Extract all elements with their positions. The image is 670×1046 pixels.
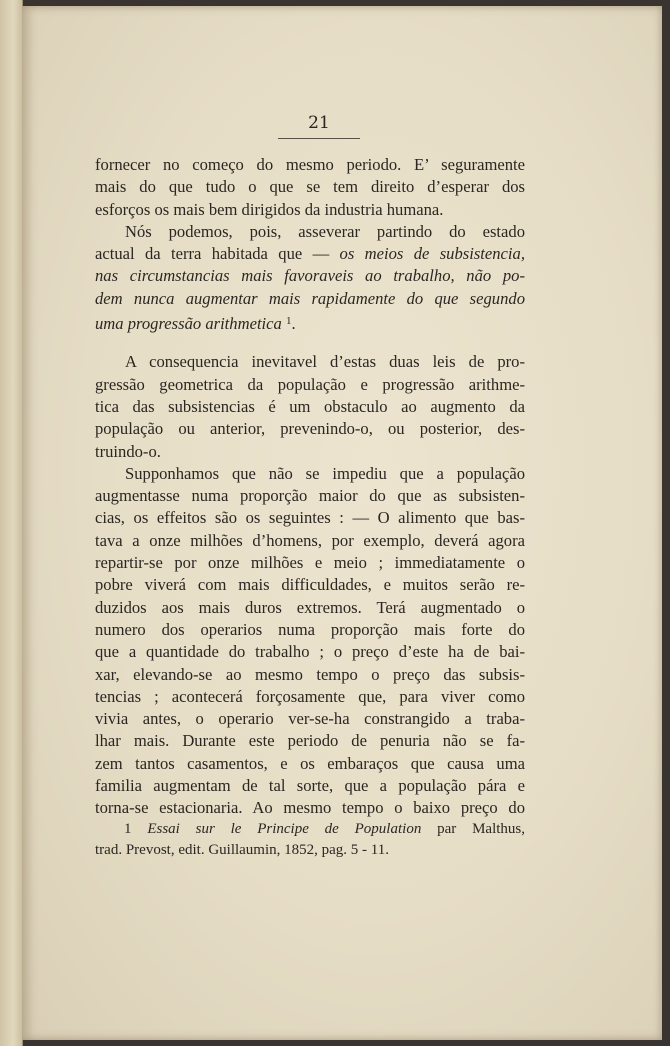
page-number-rule xyxy=(278,138,360,139)
page xyxy=(22,6,662,1040)
text-line: xar, elevando-se ao mesmo tempo o preço das subsis- xyxy=(95,664,525,684)
text-line: que a quantidade do trabalho ; o preço d’este ha de bai- xyxy=(95,642,525,662)
text-line xyxy=(95,265,525,287)
paragraph-gap xyxy=(95,332,525,351)
footnote-marker: 1 xyxy=(124,821,132,837)
text-line: numero dos operarios numa proporção mais forte do xyxy=(95,619,525,639)
italic-text: os meios de subsistencia, xyxy=(339,244,525,264)
text-line: familia augmentam de tal sorte, que a população pára e xyxy=(95,776,525,796)
text-line: tava a onze milhões d’homens, por exemplo, deverá agora xyxy=(95,530,525,550)
facing-page-edge xyxy=(0,0,23,1046)
text-line: torna-se estacionaria. Ao mesmo tempo o baixo preço do xyxy=(95,798,525,818)
text-line: pobre viverá com mais difficuldades, e muitos serão re- xyxy=(95,575,525,595)
text-line: A consequencia inevitavel d’estas duas leis de pro- xyxy=(125,352,525,372)
text-line xyxy=(95,288,525,310)
page-number: 21 xyxy=(308,113,330,133)
text-line: augmentasse numa proporção maior do que as subsisten- xyxy=(95,486,525,506)
paragraph xyxy=(95,154,525,221)
text-line: mais do que tudo o que se tem direito d’esperar dos xyxy=(95,177,525,197)
text-line: tica das subsistencias é um obstaculo ao augmento da xyxy=(95,396,525,416)
footnote-title: Essai sur le Principe de Population xyxy=(147,821,422,837)
text-line: cias, os effeitos são os seguintes : — O alimento que bas- xyxy=(95,508,525,528)
footnote xyxy=(95,819,525,861)
text-line: tencias ; acontecerá forçosamente que, para viver como xyxy=(95,686,525,706)
italic-text: uma progressão arithmetica xyxy=(95,314,282,334)
text-line: vivia antes, o operario ver-se-ha constrangido a traba- xyxy=(95,709,525,729)
body-text xyxy=(95,154,525,820)
text-line: zem tantos casamentos, e os embaraços que causa uma xyxy=(95,753,525,773)
text-line: Nós podemos, pois, asseverar partindo do estado xyxy=(125,221,525,241)
text-line: gressão geometrica da população e progressão arithme- xyxy=(95,374,525,394)
italic-text: nas circumstancias mais favoraveis ao trabalho, não po- xyxy=(95,266,525,286)
text-line: duzidos aos mais duros extremos. Terá augmentado o xyxy=(95,597,525,617)
text-line: truindo-o. xyxy=(95,441,161,461)
footnote-reference: 1 xyxy=(285,315,292,328)
footnote-line: trad. Prevost, edit. Guillaumin, 1852, pag. 5 - 11. xyxy=(95,842,389,858)
text-line: uma progressão arithmetica $^1$. xyxy=(95,314,296,334)
paragraph xyxy=(95,463,525,820)
text-line: actual da terra habitada que — os meios de subsistencia, xyxy=(95,244,525,264)
text-line: fornecer no começo do mesmo periodo. E’ seguramente xyxy=(95,155,525,174)
italic-text: dem nunca augmentar mais rapidamente do que segundo xyxy=(95,288,525,308)
footnote-line: 1 Essai sur le Principe de Population par Malthus, xyxy=(124,821,526,837)
text-line: Supponhamos que não se impediu que a população xyxy=(125,463,525,483)
paragraph xyxy=(95,221,525,332)
text-line: repartir-se por onze milhões e meio ; immediatamente o xyxy=(95,553,525,573)
text-line: população ou anterior, prevenindo-o, ou posterior, des- xyxy=(95,419,525,439)
paragraph xyxy=(95,351,525,462)
text-line: lhar mais. Durante este periodo de penuria não se fa- xyxy=(95,731,525,751)
text-line: esforços os mais bem dirigidos da industria humana. xyxy=(95,199,444,219)
